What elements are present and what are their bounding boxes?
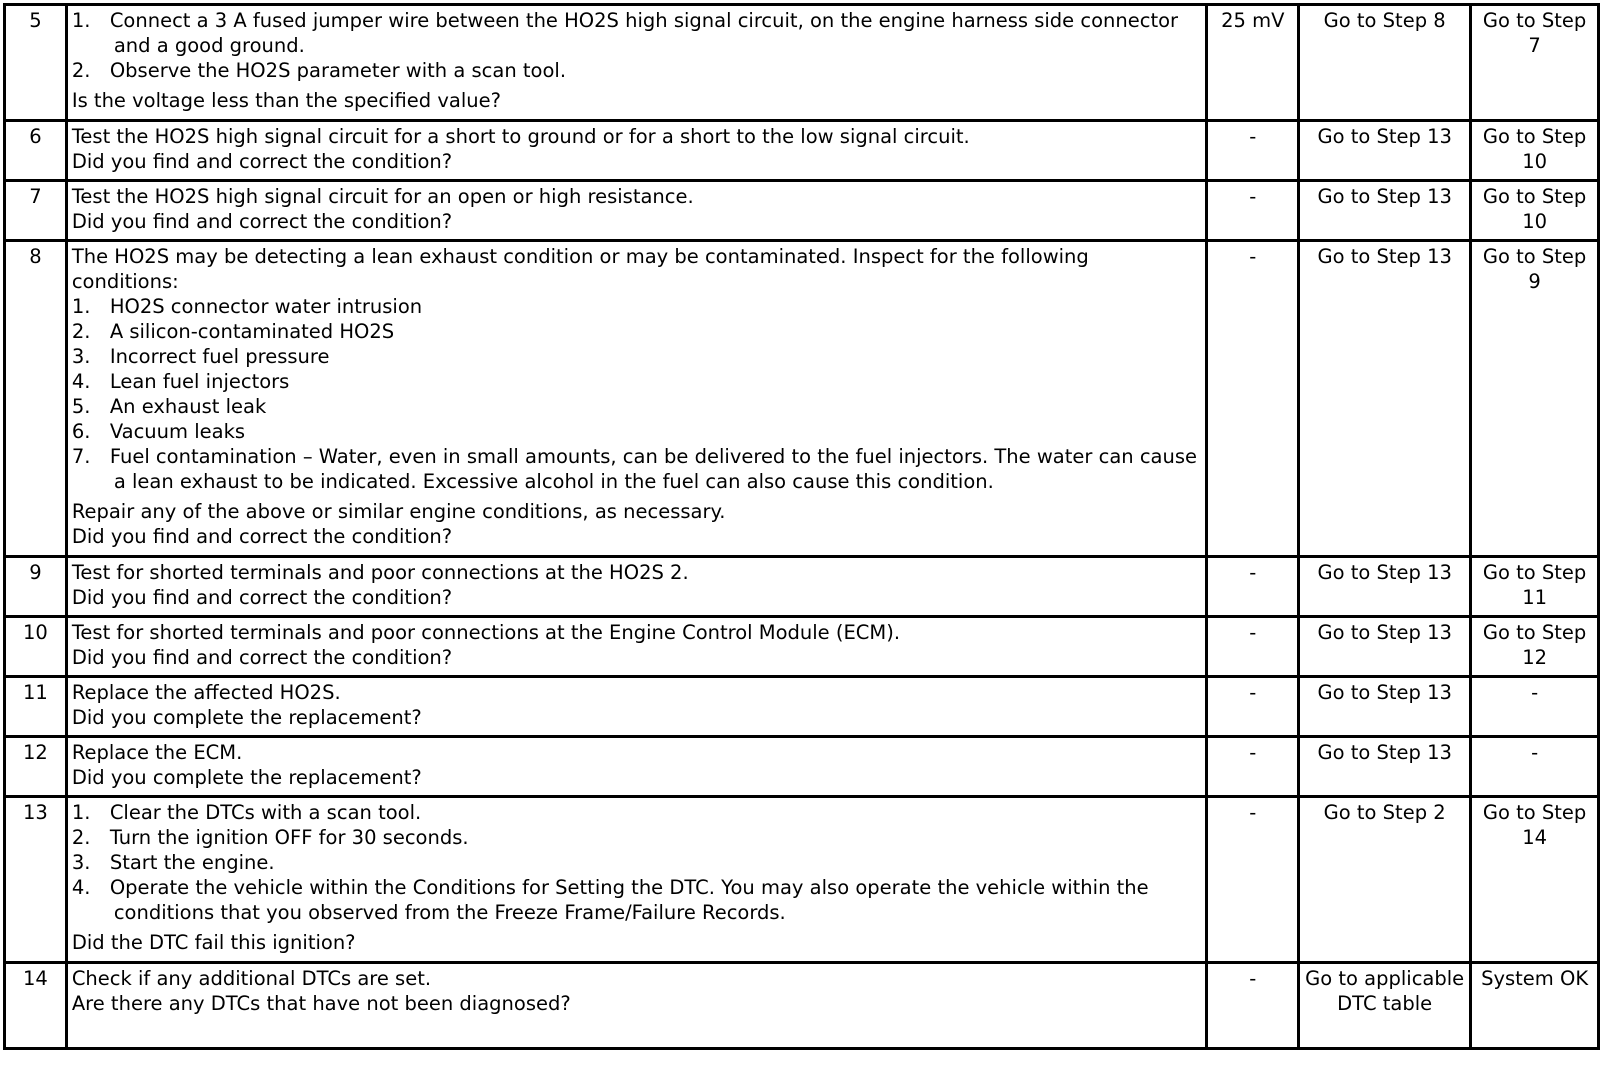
action-question: Did you complete the replacement? — [71, 706, 422, 729]
value-cell: - — [1207, 181, 1299, 241]
list-item: 6. Vacuum leaks — [71, 420, 246, 443]
value-cell: - — [1207, 557, 1299, 617]
table-row — [5, 181, 1599, 241]
action-cell — [66, 557, 1207, 617]
no-cell: System OK — [1471, 963, 1599, 1049]
step-number: 12 — [5, 737, 67, 797]
action-question: Did you find and correct the condition? — [71, 210, 453, 233]
list-item: 2. Turn the ignition OFF for 30 seconds. — [71, 826, 469, 849]
list-item: 3. Start the engine. — [71, 851, 275, 874]
action-text: Replace the affected HO2S. — [71, 681, 341, 704]
action-text: Test the HO2S high signal circuit for a short to ground or for a short to the low signal circuit. — [71, 125, 970, 148]
list-item: 1. Clear the DTCs with a scan tool. — [71, 801, 422, 824]
condition-list — [72, 294, 1202, 494]
value-cell: 25 mV — [1207, 5, 1299, 121]
list-item: 1. Connect a 3 A fused jumper wire between the HO2S high signal circuit, on the engine harness side connector and a good ground. — [71, 9, 1179, 57]
yes-cell: Go to Step 13 — [1299, 557, 1471, 617]
step-number: 5 — [5, 5, 67, 121]
table-row — [5, 737, 1599, 797]
action-question: Did you find and correct the condition? — [71, 586, 453, 609]
yes-cell: Go to Step 13 — [1299, 617, 1471, 677]
action-cell — [66, 241, 1207, 557]
action-question: Did you complete the replacement? — [71, 766, 422, 789]
action-steps — [72, 800, 1202, 925]
action-question: Did you find and correct the condition? — [71, 525, 453, 548]
no-cell: Go to Step 10 — [1471, 121, 1599, 181]
step-number: 8 — [5, 241, 67, 557]
action-text: Repair any of the above or similar engine conditions, as necessary. — [71, 500, 726, 523]
table-row — [5, 677, 1599, 737]
action-text: Replace the ECM. — [71, 741, 243, 764]
list-item: 5. An exhaust leak — [71, 395, 267, 418]
no-cell: - — [1471, 737, 1599, 797]
list-item: 2. A silicon-contaminated HO2S — [71, 320, 395, 343]
table-row — [5, 797, 1599, 963]
action-steps — [72, 8, 1202, 83]
step-number: 13 — [5, 797, 67, 963]
action-text: Test for shorted terminals and poor connections at the HO2S 2. — [71, 561, 689, 584]
action-question: Are there any DTCs that have not been diagnosed? — [71, 992, 571, 1015]
no-cell: Go to Step 14 — [1471, 797, 1599, 963]
step-number: 11 — [5, 677, 67, 737]
no-cell: Go to Step 11 — [1471, 557, 1599, 617]
action-question: Is the voltage less than the specified value? — [71, 89, 501, 112]
action-cell — [66, 963, 1207, 1049]
no-cell: - — [1471, 677, 1599, 737]
value-cell: - — [1207, 797, 1299, 963]
list-item: 4. Lean fuel injectors — [71, 370, 290, 393]
table-row — [5, 617, 1599, 677]
action-cell — [66, 5, 1207, 121]
value-cell: - — [1207, 241, 1299, 557]
table-row — [5, 241, 1599, 557]
yes-cell: Go to Step 13 — [1299, 121, 1471, 181]
step-number: 10 — [5, 617, 67, 677]
yes-cell: Go to Step 13 — [1299, 241, 1471, 557]
table-row — [5, 557, 1599, 617]
value-cell: - — [1207, 963, 1299, 1049]
action-cell — [66, 677, 1207, 737]
step-number: 6 — [5, 121, 67, 181]
action-question: Did the DTC fail this ignition? — [71, 931, 356, 954]
action-cell — [66, 617, 1207, 677]
yes-cell: Go to Step 13 — [1299, 737, 1471, 797]
value-cell: - — [1207, 737, 1299, 797]
value-cell: - — [1207, 677, 1299, 737]
yes-cell: Go to applicable DTC table — [1299, 963, 1471, 1049]
no-cell: Go to Step 9 — [1471, 241, 1599, 557]
action-intro: The HO2S may be detecting a lean exhaust condition or may be contaminated. Inspect for the following conditions: — [71, 245, 1089, 293]
action-question: Did you find and correct the condition? — [71, 150, 453, 173]
action-cell — [66, 181, 1207, 241]
yes-cell: Go to Step 13 — [1299, 677, 1471, 737]
yes-cell: Go to Step 8 — [1299, 5, 1471, 121]
step-number: 14 — [5, 963, 67, 1049]
list-item: 3. Incorrect fuel pressure — [71, 345, 330, 368]
table-row — [5, 963, 1599, 1049]
diagnostic-table — [3, 3, 1600, 1050]
list-item: 2. Observe the HO2S parameter with a scan tool. — [71, 59, 567, 82]
yes-cell: Go to Step 13 — [1299, 181, 1471, 241]
table-row — [5, 121, 1599, 181]
no-cell: Go to Step 7 — [1471, 5, 1599, 121]
step-number: 9 — [5, 557, 67, 617]
action-cell — [66, 121, 1207, 181]
step-number: 7 — [5, 181, 67, 241]
yes-cell: Go to Step 2 — [1299, 797, 1471, 963]
value-cell: - — [1207, 617, 1299, 677]
action-question: Did you find and correct the condition? — [71, 646, 453, 669]
action-text: Test the HO2S high signal circuit for an open or high resistance. — [71, 185, 694, 208]
list-item: 7. Fuel contamination – Water, even in small amounts, can be delivered to the fuel injectors. The water can cause a lean exhaust to be indicated. Excessive alcohol in the fuel can also cause this condition. — [71, 445, 1198, 493]
value-cell: - — [1207, 121, 1299, 181]
action-text: Test for shorted terminals and poor connections at the Engine Control Module (ECM). — [71, 621, 901, 644]
action-cell — [66, 737, 1207, 797]
table-row — [5, 5, 1599, 121]
no-cell: Go to Step 10 — [1471, 181, 1599, 241]
list-item: 1. HO2S connector water intrusion — [71, 295, 423, 318]
action-text: Check if any additional DTCs are set. — [71, 967, 432, 990]
list-item: 4. Operate the vehicle within the Conditions for Setting the DTC. You may also operate the vehicle within the conditions that you observed from the Freeze Frame/Failure Records. — [71, 876, 1149, 924]
action-cell — [66, 797, 1207, 963]
no-cell: Go to Step 12 — [1471, 617, 1599, 677]
